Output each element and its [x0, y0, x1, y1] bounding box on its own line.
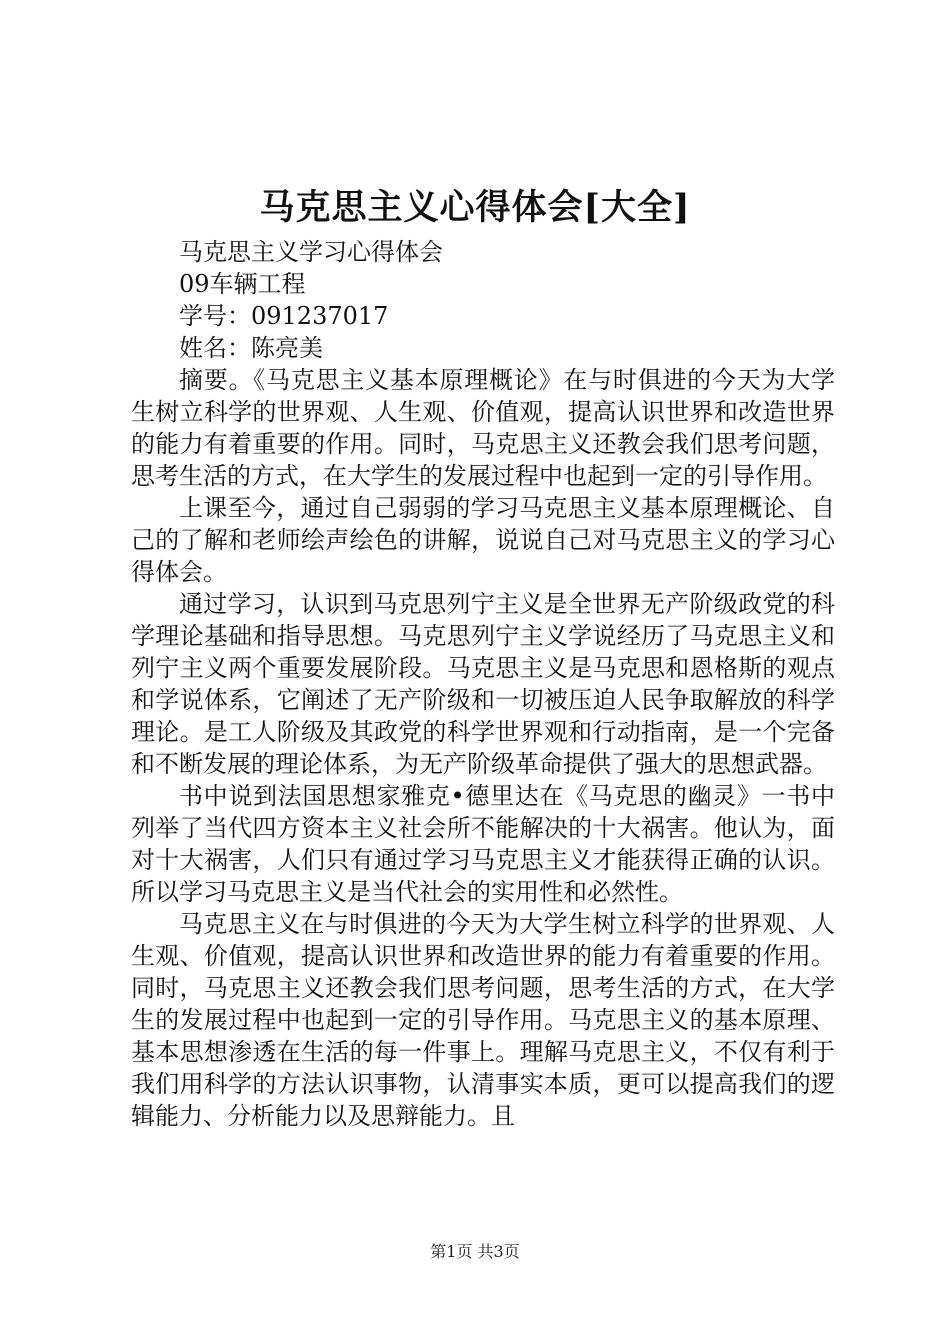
paragraph-marxism-leninism: 通过学习，认识到马克思列宁主义是全世界无产阶级政党的科学理论基础和指导思想。马克思列宁主义学说经历了马克思主义和列宁主义两个重要发展阶段。马克思主义是马克思和恩格斯的观点和学说体系，它阐述了无产阶级和一切被压迫人民争取解放的科学理论。是工人阶级及其政党的科学世界观和行动指南，是一个完备和不断发展的理论体系，为无产阶级革命提供了强大的思想武器。	[131, 590, 835, 778]
paragraph-intro: 上课至今，通过自己弱弱的学习马克思主义基本原理概论、自己的了解和老师绘声绘色的讲解，说说自己对马克思主义的学习心得体会。	[131, 494, 835, 586]
document-title: 马克思主义心得体会[大全]	[259, 187, 691, 228]
document-body	[131, 236, 835, 1132]
paragraph-abstract: 摘要。《马克思主义基本原理概论》在与时俱进的今天为大学生树立科学的世界观、人生观、价值观，提高认识世界和改造世界的能力有着重要的作用。同时，马克思主义还教会我们思考问题，思考生活的方式，在大学生的发展过程中也起到一定的引导作用。	[131, 366, 835, 490]
meta-line-student-id: 学号：091237017	[179, 302, 389, 330]
page-footer: 第1页 共3页	[430, 1242, 520, 1261]
paragraph-derrida: 书中说到法国思想家雅克•德里达在《马克思的幽灵》一书中列举了当代四方资本主义社会所不能解决的十大祸害。他认为，面对十大祸害，人们只有通过学习马克思主义才能获得正确的认识。所以学习马克思主义是当代社会的实用性和必然性。	[131, 782, 835, 906]
meta-line-heading: 马克思主义学习心得体会	[179, 238, 443, 266]
meta-line-class: 09车辆工程	[179, 270, 306, 298]
paragraph-significance: 马克思主义在与时俱进的今天为大学生树立科学的世界观、人生观、价值观，提高认识世界和改造世界的能力有着重要的作用。同时，马克思主义还教会我们思考问题，思考生活的方式，在大学生的发展过程中也起到一定的引导作用。马克思主义的基本原理、基本思想渗透在生活的每一件事上。理解马克思主义，不仅有利于我们用科学的方法认识事物，认清事实本质，更可以提高我们的逻辑能力、分析能力以及思辩能力。且	[131, 910, 835, 1130]
meta-line-name: 姓名：陈亮美	[179, 334, 323, 362]
